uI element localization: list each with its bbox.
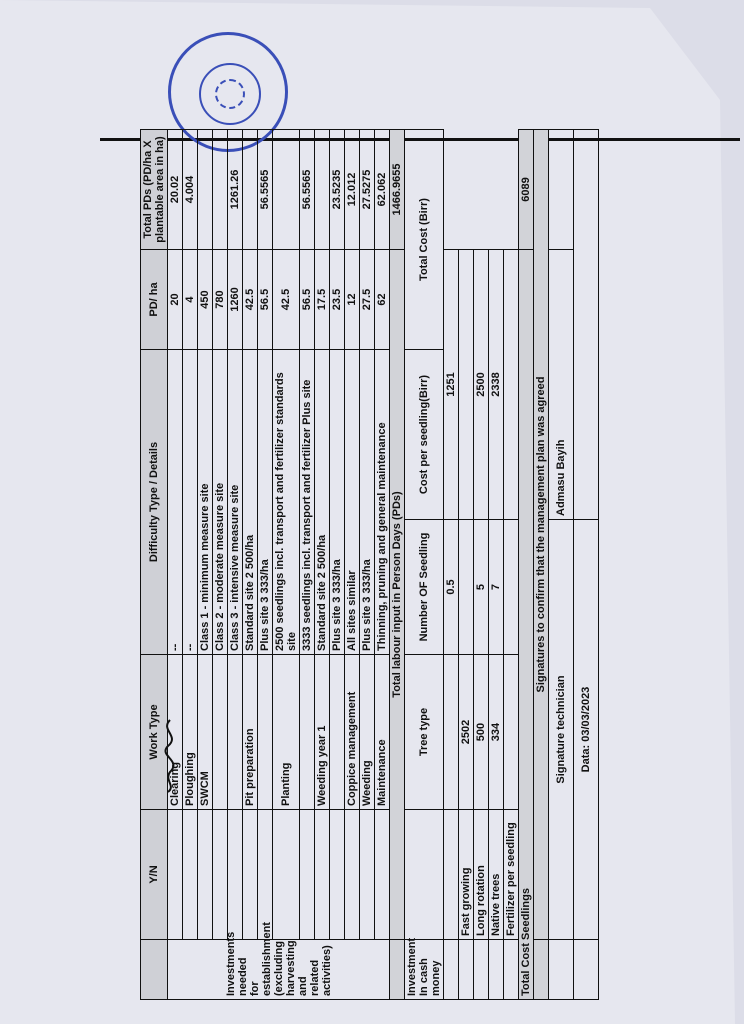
- yn-cell: [300, 810, 315, 940]
- plan-row: [345, 130, 360, 1000]
- yn-cell: [315, 810, 330, 940]
- work-type-cell: [330, 655, 345, 810]
- pd-cell: 56.5: [258, 250, 273, 350]
- labour-total-label: Total labour input in Person Days (PDs): [390, 250, 405, 940]
- yn-cell: [330, 810, 345, 940]
- labour-total-row: [390, 130, 405, 1000]
- detail-cell: Standard site 2 500/ha: [315, 350, 330, 655]
- header-yn: Y/N: [141, 810, 168, 940]
- plan-row: [300, 130, 315, 1000]
- yn-cell: [213, 810, 228, 940]
- total-cell: 1261.26: [228, 130, 243, 250]
- yn-cell: [198, 810, 213, 940]
- detail-cell: 2500 seedlings incl. transport and fertilizer standards site: [273, 350, 300, 655]
- seed-type-cell: Native trees: [489, 810, 504, 940]
- blank: [474, 940, 489, 1000]
- seed-row: [489, 130, 504, 1000]
- plan-row: [243, 130, 258, 1000]
- plan-row: [168, 130, 183, 1000]
- pd-cell: 450: [198, 250, 213, 350]
- seed-row: [504, 130, 519, 1000]
- seed-total-cell: [459, 250, 474, 520]
- detail-cell: Plus site 3 333/ha: [258, 350, 273, 655]
- yn-cell: [345, 810, 360, 940]
- rotated-form: [140, 130, 690, 1000]
- detail-cell: Thinning, pruning and general maintenance: [375, 350, 390, 655]
- seed-total-label: Total Cost Seedlings: [519, 250, 534, 1000]
- section1-label: Investments needed for establishment (excluding harvesting and related activities): [168, 940, 390, 1000]
- work-type-cell: Weeding: [360, 655, 375, 810]
- blank: [504, 940, 519, 1000]
- work-type-cell: Ploughing: [183, 655, 198, 810]
- total-cell: 27.5275: [360, 130, 375, 250]
- labour-total-value: 1466.9655: [390, 130, 405, 250]
- header-pd-ha: PD/ ha: [141, 250, 168, 350]
- work-type-cell: [258, 655, 273, 810]
- date-text: Data: 03/03/2023: [574, 520, 599, 940]
- plan-row: [360, 130, 375, 1000]
- total-cell: [315, 130, 330, 250]
- plan-row: [315, 130, 330, 1000]
- total-cell: 20.02: [168, 130, 183, 250]
- management-plan-table: [140, 129, 599, 1000]
- pd-cell: 780: [213, 250, 228, 350]
- detail-cell: All sites similar: [345, 350, 360, 655]
- seed-total-cell: 2500: [474, 250, 489, 520]
- work-type-cell: Clearing: [168, 655, 183, 810]
- handwritten-signature: [150, 716, 190, 796]
- detail-cell: Plus site 3 333/ha: [360, 350, 375, 655]
- seed-type-cell: Fast growing: [459, 810, 474, 940]
- work-type-cell: Maintenance: [375, 655, 390, 810]
- plan-row: [273, 130, 300, 1000]
- seed-cost-cell: 7: [489, 520, 504, 655]
- work-type-cell: Weeding year 1: [315, 655, 330, 810]
- detail-cell: --: [183, 350, 198, 655]
- pd-cell: 23.5: [330, 250, 345, 350]
- seed-row: [474, 130, 489, 1000]
- plan-row: [183, 130, 198, 1000]
- yn-cell: [228, 810, 243, 940]
- work-type-cell: Coppice management: [345, 655, 360, 810]
- yn-cell: [273, 810, 300, 940]
- seed-total-row: [519, 130, 534, 1000]
- total-cell: [243, 130, 258, 250]
- work-type-cell: Pit preparation: [243, 655, 258, 810]
- blank: [444, 940, 459, 1000]
- detail-cell: 3333 seedlings incl. transport and fertilizer Plus site: [300, 350, 315, 655]
- detail-cell: Class 1 - minimum measure site: [198, 350, 213, 655]
- header-total-pds: Total PDs (PD/ha X plantable area in ha): [141, 130, 168, 250]
- seed-total-cell: 1251: [444, 250, 459, 520]
- total-cell: [273, 130, 300, 250]
- seed-number-cell: 2502: [459, 655, 474, 810]
- detail-cell: Standard site 2 500/ha: [243, 350, 258, 655]
- pd-cell: 12: [345, 250, 360, 350]
- total-cell: 56.5565: [258, 130, 273, 250]
- pd-cell: 42.5: [243, 250, 258, 350]
- seed-type-cell: Fertilizer per seedling: [504, 810, 519, 940]
- work-type-cell: Planting: [273, 655, 300, 810]
- seed-cost-cell: [504, 520, 519, 655]
- seed-cost-cell: [459, 520, 474, 655]
- yn-cell: [168, 810, 183, 940]
- blank: [489, 940, 504, 1000]
- header-row: [141, 130, 168, 1000]
- yn-cell: [360, 810, 375, 940]
- seed-row: [444, 130, 459, 1000]
- pd-cell: 62: [375, 250, 390, 350]
- seed-header-cost: Cost per seedling(Birr): [405, 350, 444, 520]
- seed-number-cell: [444, 655, 459, 810]
- seed-cost-cell: 5: [474, 520, 489, 655]
- plan-row: [198, 130, 213, 1000]
- detail-cell: Plus site 3 333/ha: [330, 350, 345, 655]
- work-type-cell: SWCM: [198, 655, 213, 810]
- total-cell: [213, 130, 228, 250]
- plan-row: [228, 130, 243, 1000]
- seed-row: [459, 130, 474, 1000]
- technician-label: Signature technician: [549, 520, 574, 940]
- blank: [459, 940, 474, 1000]
- yn-cell: [243, 810, 258, 940]
- pd-cell: 20: [168, 250, 183, 350]
- header-work-type: Work Type: [141, 655, 168, 810]
- work-type-cell: [228, 655, 243, 810]
- seed-header-type: Tree type: [405, 655, 444, 810]
- yn-cell: [183, 810, 198, 940]
- sign-confirm-row: [534, 130, 549, 1000]
- plan-row: [258, 130, 273, 1000]
- seed-total-cell: 2338: [489, 250, 504, 520]
- seed-type-cell: [444, 810, 459, 940]
- work-type-cell: [213, 655, 228, 810]
- total-cell: 4.004: [183, 130, 198, 250]
- seed-total-cell: [504, 250, 519, 520]
- pd-cell: 27.5: [360, 250, 375, 350]
- plan-row: [375, 130, 390, 1000]
- plan-row: [330, 130, 345, 1000]
- header-difficulty: Difficulty Type / Details: [141, 350, 168, 655]
- seed-total-value: 6089: [519, 130, 534, 250]
- seed-header-number: Number OF Seedling: [405, 520, 444, 655]
- pd-cell: 42.5: [273, 250, 300, 350]
- pd-cell: 4: [183, 250, 198, 350]
- seed-cost-cell: 0.5: [444, 520, 459, 655]
- pd-cell: 17.5: [315, 250, 330, 350]
- total-cell: 56.5565: [300, 130, 315, 250]
- total-cell: [198, 130, 213, 250]
- technician-name: Admasu Bayih: [549, 250, 574, 520]
- yn-cell: [258, 810, 273, 940]
- section2-label: Investment In cash money: [405, 940, 444, 1000]
- yn-cell: [375, 810, 390, 940]
- pd-cell: 56.5: [300, 250, 315, 350]
- total-cell: 12.012: [345, 130, 360, 250]
- technician-row: [549, 130, 574, 1000]
- seed-header-total: Total Cost (Birr): [405, 130, 444, 350]
- pd-cell: 1260: [228, 250, 243, 350]
- detail-cell: --: [168, 350, 183, 655]
- sign-confirm-label: Signatures to confirm that the management plan was agreed: [534, 130, 549, 940]
- seed-number-cell: [504, 655, 519, 810]
- plan-row: [213, 130, 228, 1000]
- detail-cell: Class 3 - intensive measure site: [228, 350, 243, 655]
- seed-header-row: [405, 130, 444, 1000]
- seed-number-cell: 500: [474, 655, 489, 810]
- seed-number-cell: 334: [489, 655, 504, 810]
- total-cell: 23.5235: [330, 130, 345, 250]
- detail-cell: Class 2 - moderate measure site: [213, 350, 228, 655]
- total-cell: 62.062: [375, 130, 390, 250]
- work-type-cell: [300, 655, 315, 810]
- date-row: [574, 130, 599, 1000]
- seed-type-cell: Long rotation: [474, 810, 489, 940]
